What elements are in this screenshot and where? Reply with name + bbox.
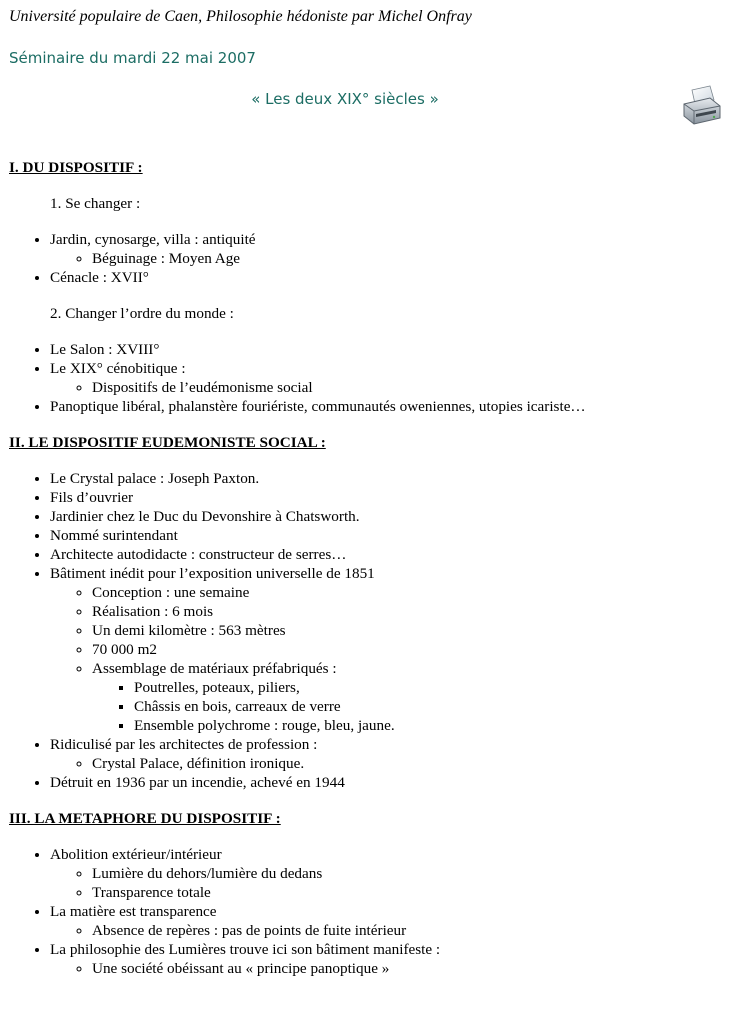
list-item: ▪ Ensemble polychrome : rouge, bleu, jaune. [134,716,719,735]
list-item: ◦ Crystal Palace, définition ironique. [92,754,719,773]
list-item-group [50,959,719,978]
numbered-point-1: 1. Se changer : [50,195,141,212]
list-item: • Nommé surintendant [50,526,719,545]
list-item: • Bâtiment inédit pour l’exposition universelle de 1851 [50,564,719,583]
list-item-group [50,921,719,940]
section-heading-metaphore: III. LA METAPHORE DU DISPOSITIF : [9,810,281,827]
section-heading-eudemoniste: II. LE DISPOSITIF EUDEMONISTE SOCIAL : [9,434,326,451]
list-item: • Jardin, cynosarge, villa : antiquité [50,230,719,249]
printer-icon[interactable] [680,84,724,128]
list-item: ◦ 70 000 m2 [92,640,719,659]
list-item: ◦ Un demi kilomètre : 563 mètres [92,621,719,640]
list-item-group [92,678,719,735]
list-item: ◦ Dispositifs de l’eudémonisme social [92,378,719,397]
list-item-group [50,864,719,902]
list-item: • Jardinier chez le Duc du Devonshire à Chatsworth. [50,507,719,526]
list-item: • Cénacle : XVII° [50,268,719,287]
list-se-changer [9,230,719,287]
list-item: • Détruit en 1936 par un incendie, achevé en 1944 [50,773,719,792]
list-item: ◦ Absence de repères : pas de points de fuite intérieur [92,921,719,940]
list-item: • La matière est transparence [50,902,719,921]
list-item: • Abolition extérieur/intérieur [50,845,719,864]
section-heading-dispositif: I. DU DISPOSITIF : [9,159,143,176]
numbered-point-2: 2. Changer l’ordre du monde : [50,305,234,322]
list-item: • Fils d’ouvrier [50,488,719,507]
seminar-date: Séminaire du mardi 22 mai 2007 [9,49,256,67]
list-item: ▪ Poutrelles, poteaux, piliers, [134,678,719,697]
list-item: • Le XIX° cénobitique : [50,359,719,378]
document-header: Université populaire de Caen, Philosophie hédoniste par Michel Onfray [9,8,472,25]
list-item: • Architecte autodidacte : constructeur de serres… [50,545,719,564]
list-item: ◦ Réalisation : 6 mois [92,602,719,621]
list-item-group [50,378,719,397]
list-item: • Panoptique libéral, phalanstère fouriériste, communautés oweniennes, utopies icariste… [50,397,719,416]
list-item-group [50,583,719,735]
list-crystal-palace [9,469,719,792]
list-metaphore [9,845,719,978]
list-item-group [50,754,719,773]
lecture-title: « Les deux XIX° siècles » [251,90,439,108]
list-item: • Ridiculisé par les architectes de profession : [50,735,719,754]
list-changer-ordre [9,340,719,416]
list-item: ◦ Transparence totale [92,883,719,902]
document-body [9,158,719,978]
list-item: ◦ Assemblage de matériaux préfabriqués : [92,659,719,678]
list-item: • Le Crystal palace : Joseph Paxton. [50,469,719,488]
list-item: ◦ Conception : une semaine [92,583,719,602]
list-item: ◦ Lumière du dehors/lumière du dedans [92,864,719,883]
list-item: ◦ Béguinage : Moyen Age [92,249,719,268]
list-item-group [50,249,719,268]
list-item: • La philosophie des Lumières trouve ici son bâtiment manifeste : [50,940,719,959]
list-item: ◦ Une société obéissant au « principe panoptique » [92,959,719,978]
list-item: • Le Salon : XVIII° [50,340,719,359]
list-item: ▪ Châssis en bois, carreaux de verre [134,697,719,716]
